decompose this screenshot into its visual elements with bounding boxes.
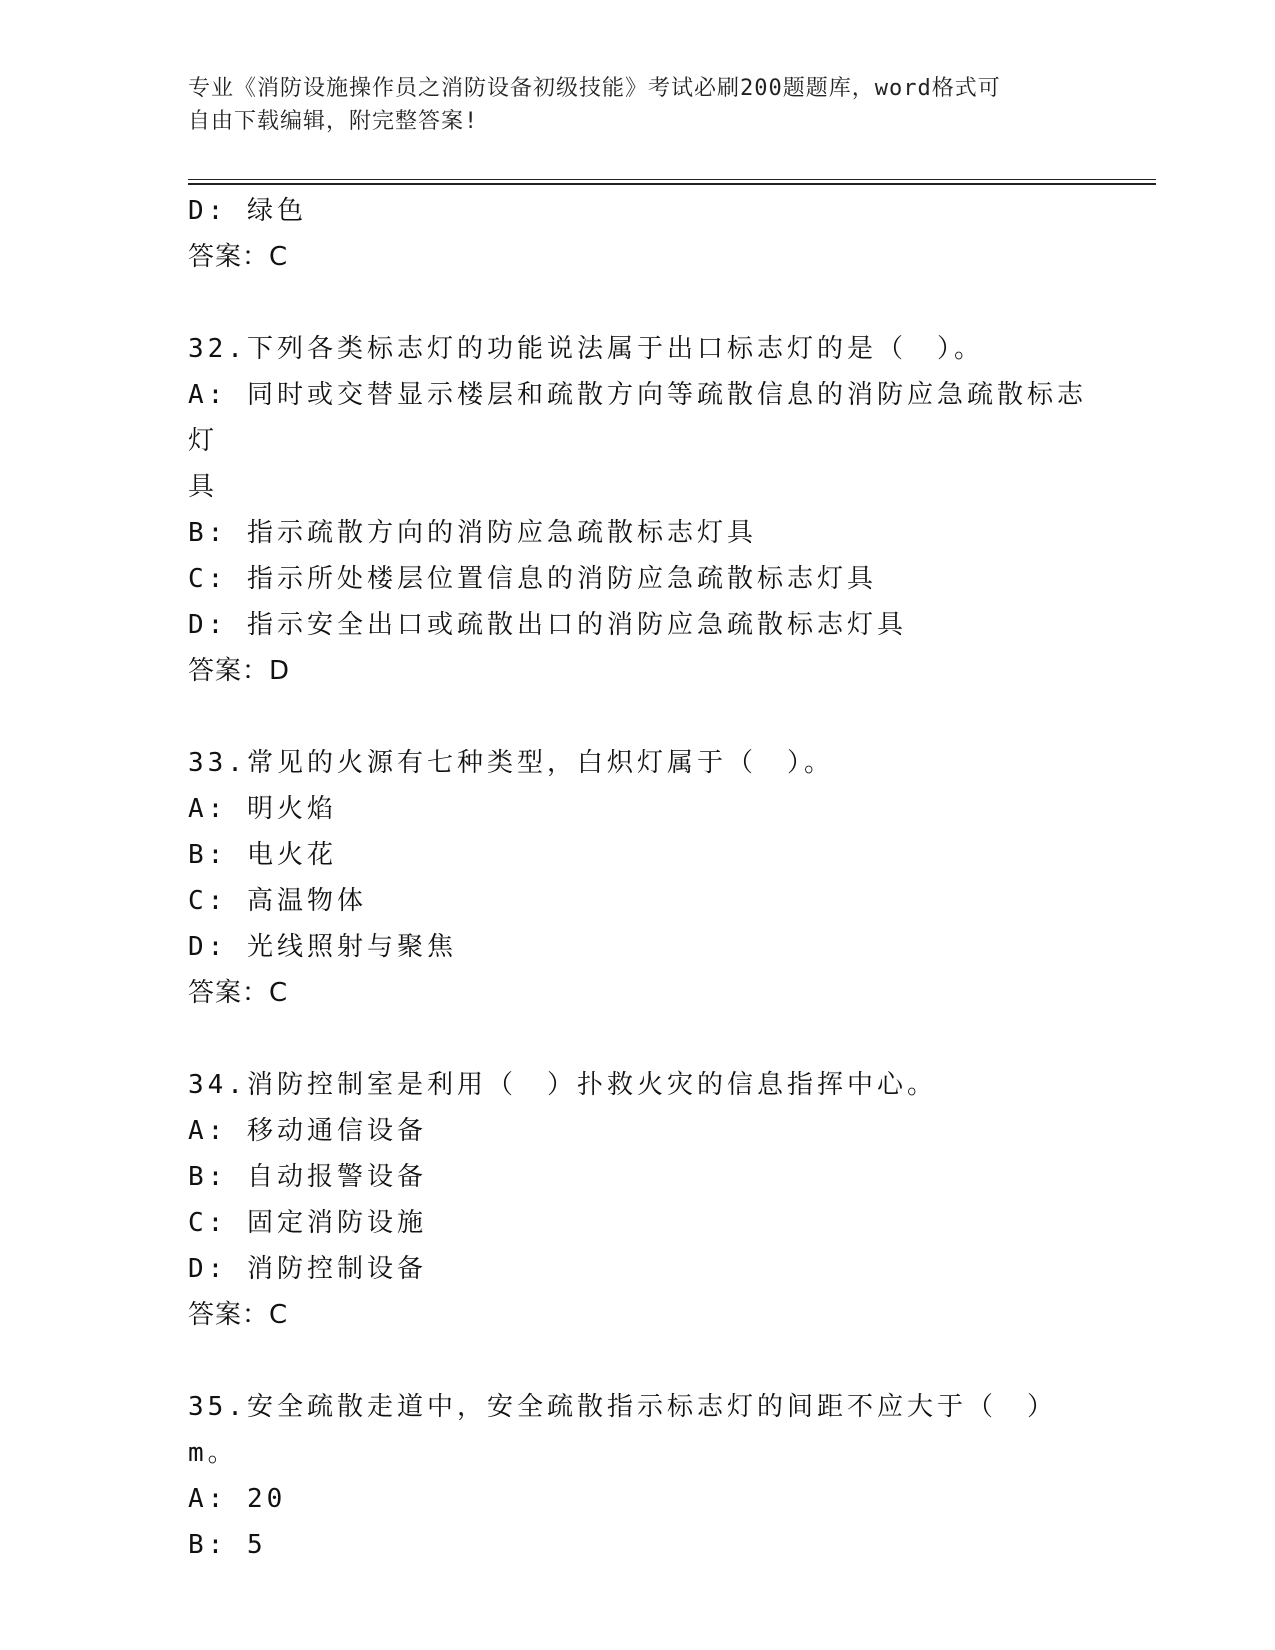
answer-line: 答案：C — [188, 242, 289, 272]
spacer — [188, 280, 1088, 326]
question-block-33 — [188, 740, 1088, 1016]
option-b: B: 自动报警设备 — [188, 1162, 427, 1192]
header-title-line-2: 自由下载编辑，附完整答案! — [188, 109, 479, 134]
spacer — [188, 694, 1088, 740]
question-block-32 — [188, 326, 1088, 694]
question-text: 33.常见的火源有七种类型，白炽灯属于（ ）。 — [188, 748, 834, 778]
option-d: D: 消防控制设备 — [188, 1254, 427, 1284]
header-divider-thin — [188, 179, 1156, 180]
question-text: 35.安全疏散走道中，安全疏散指示标志灯的间距不应大于（ ）m。 — [188, 1392, 1057, 1468]
spacer — [188, 1338, 1088, 1384]
option-a-continued: 具 — [188, 472, 219, 502]
answer-line: 答案：C — [188, 1300, 289, 1330]
option-b: B: 电火花 — [188, 840, 337, 870]
option-b: B: 5 — [188, 1530, 267, 1560]
option-d: D: 指示安全出口或疏散出口的消防应急疏散标志灯具 — [188, 610, 907, 640]
option-c: C: 高温物体 — [188, 886, 367, 916]
option-a: A: 移动通信设备 — [188, 1116, 427, 1146]
option-a: A: 同时或交替显示楼层和疏散方向等疏散信息的消防应急疏散标志灯 — [188, 380, 1087, 456]
question-text: 34.消防控制室是利用（ ）扑救火灾的信息指挥中心。 — [188, 1070, 937, 1100]
question-text: 32.下列各类标志灯的功能说法属于出口标志灯的是（ ）。 — [188, 334, 984, 364]
question-block-34 — [188, 1062, 1088, 1338]
option-c: C: 指示所处楼层位置信息的消防应急疏散标志灯具 — [188, 564, 877, 594]
header-title-line-1: 专业《消防设施操作员之消防设备初级技能》考试必刷200题题库，word格式可 — [188, 76, 1001, 101]
option-c: C: 固定消防设施 — [188, 1208, 427, 1238]
answer-line: 答案：C — [188, 978, 289, 1008]
option-a: A: 明火焰 — [188, 794, 337, 824]
option-d: D: 光线照射与聚焦 — [188, 932, 457, 962]
page-header — [188, 72, 1088, 138]
option-d: D: 绿色 — [188, 196, 307, 226]
answer-line: 答案：D — [188, 656, 291, 686]
option-b: B: 指示疏散方向的消防应急疏散标志灯具 — [188, 518, 757, 548]
option-a: A: 20 — [188, 1484, 287, 1514]
question-block-35 — [188, 1384, 1088, 1568]
question-block-31-tail — [188, 188, 1088, 280]
spacer — [188, 1016, 1088, 1062]
question-list — [188, 188, 1088, 1568]
header-divider-thick — [188, 183, 1156, 185]
